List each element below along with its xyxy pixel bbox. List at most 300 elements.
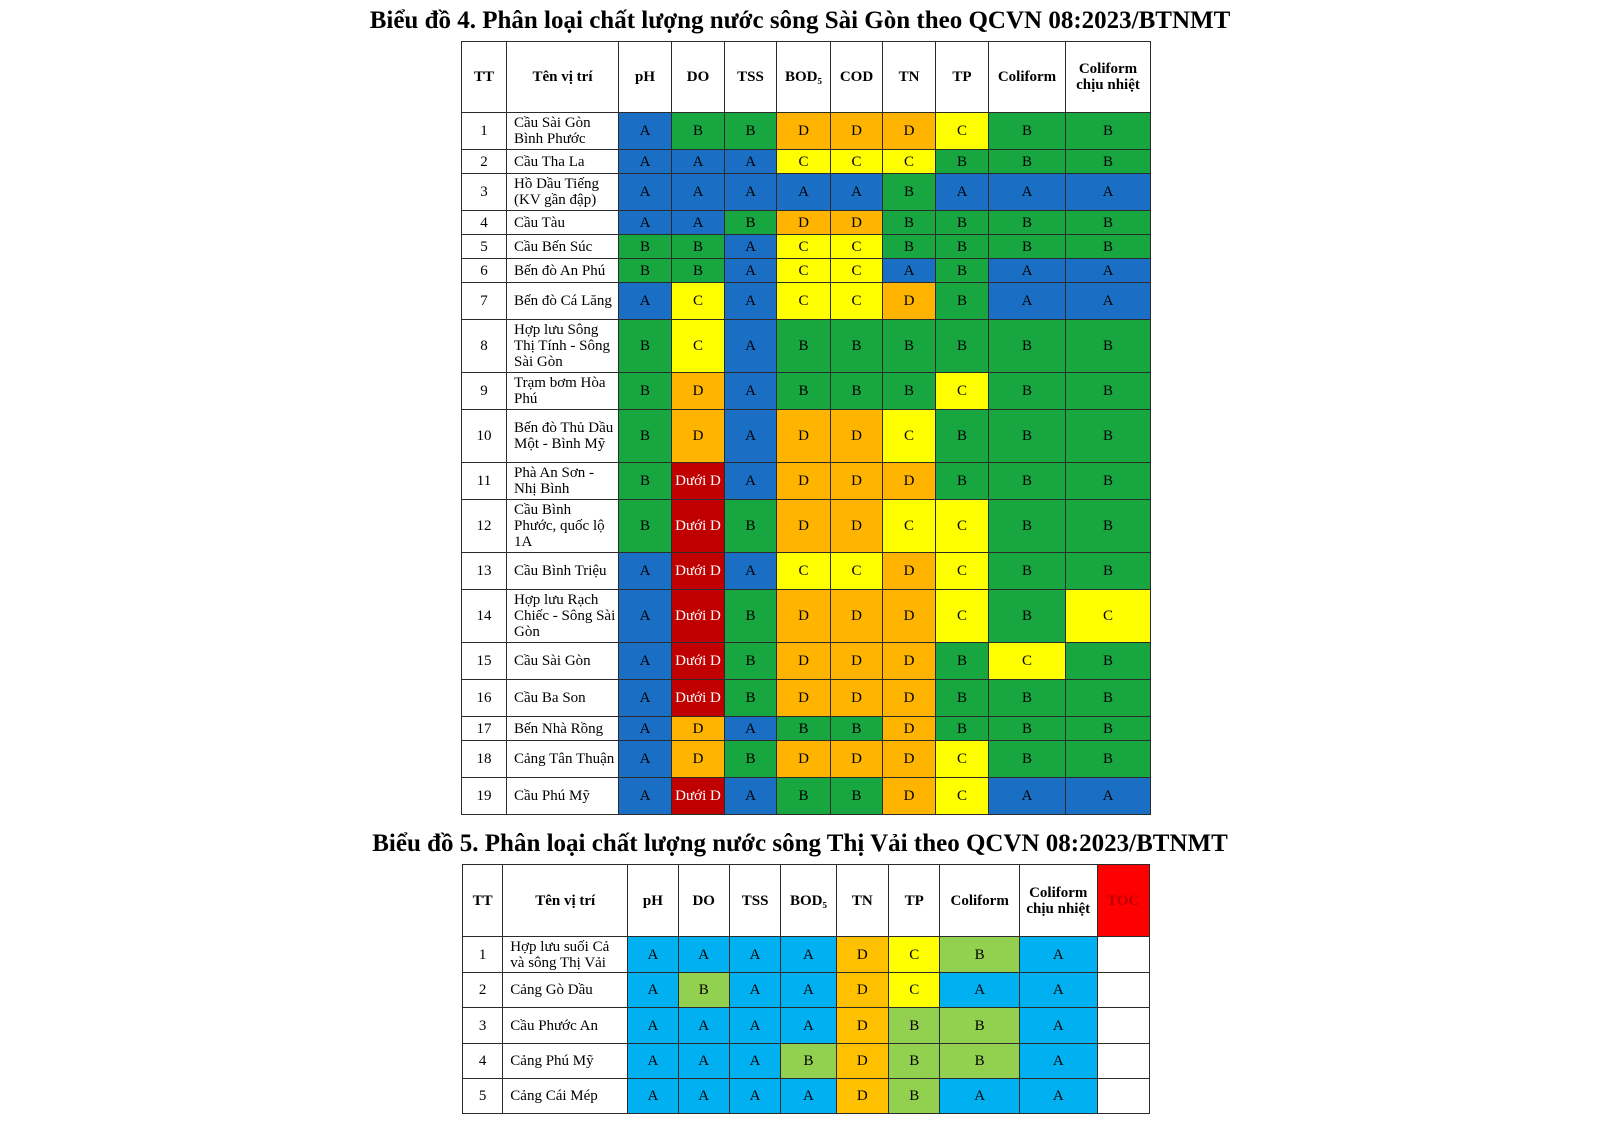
grade-cell: A — [628, 937, 678, 973]
grade-cell: B — [725, 643, 777, 680]
table-row — [462, 717, 1151, 741]
location-name: Cầu Phú Mỹ — [507, 778, 619, 815]
grade-cell: A — [940, 973, 1020, 1008]
grade-cell: C — [936, 373, 989, 410]
grade-cell — [1097, 973, 1149, 1008]
grade-cell: A — [619, 174, 672, 211]
header-bod: BOD₅ — [781, 865, 836, 937]
grade-cell: D — [777, 113, 831, 150]
grade-cell: A — [989, 259, 1066, 283]
location-name: Cầu Tha La — [507, 150, 619, 174]
grade-cell: A — [672, 174, 725, 211]
grade-cell: A — [1066, 259, 1151, 283]
grade-cell: B — [619, 373, 672, 410]
header-coliform-ch-u-nhi-t: Coliform chịu nhiệt — [1066, 42, 1151, 113]
grade-cell: B — [989, 113, 1066, 150]
grade-cell: D — [836, 1044, 888, 1079]
row-number: 1 — [462, 113, 507, 150]
header-coliform: Coliform — [989, 42, 1066, 113]
row-number: 1 — [463, 937, 503, 973]
location-name: Cầu Bến Súc — [507, 235, 619, 259]
location-name: Hợp lưu suối Cả và sông Thị Vải — [503, 937, 628, 973]
grade-cell: A — [725, 410, 777, 463]
grade-cell: C — [777, 553, 831, 590]
grade-cell: B — [725, 741, 777, 778]
location-name: Bến đò Thủ Dầu Một - Bình Mỹ — [507, 410, 619, 463]
location-name: Hợp lưu Sông Thị Tính - Sông Sài Gòn — [507, 320, 619, 373]
row-number: 5 — [463, 1079, 503, 1114]
grade-cell: C — [889, 937, 940, 973]
row-number: 5 — [462, 235, 507, 259]
grade-cell: C — [831, 283, 883, 320]
grade-cell: Dưới D — [672, 463, 725, 500]
row-number: 14 — [462, 590, 507, 643]
table1-title: Biểu đồ 4. Phân loại chất lượng nước sông Sài Gòn theo QCVN 08:2023/BTNMT — [369, 7, 1231, 34]
row-number: 2 — [463, 973, 503, 1008]
header-bod: BOD₅ — [777, 42, 831, 113]
grade-cell: B — [1066, 463, 1151, 500]
table-row — [462, 259, 1151, 283]
location-name: Bến đò Cá Lăng — [507, 283, 619, 320]
grade-cell — [1097, 1008, 1149, 1044]
grade-cell: A — [619, 741, 672, 778]
grade-cell: A — [1066, 283, 1151, 320]
header-coliform-ch-u-nhi-t: Coliform chịu nhiệt — [1019, 865, 1097, 937]
location-name: Cảng Tân Thuận — [507, 741, 619, 778]
table-row — [462, 778, 1151, 815]
grade-cell: A — [781, 1079, 836, 1114]
grade-cell: B — [1066, 553, 1151, 590]
header-do: DO — [672, 42, 725, 113]
grade-cell: B — [883, 320, 936, 373]
grade-cell: A — [1019, 973, 1097, 1008]
grade-cell: A — [619, 590, 672, 643]
row-number: 19 — [462, 778, 507, 815]
grade-cell: A — [619, 283, 672, 320]
grade-cell: D — [777, 211, 831, 235]
row-number: 18 — [462, 741, 507, 778]
grade-cell: C — [883, 150, 936, 174]
row-number: 13 — [462, 553, 507, 590]
grade-cell: D — [831, 211, 883, 235]
grade-cell: B — [831, 373, 883, 410]
row-number: 2 — [462, 150, 507, 174]
grade-cell: B — [1066, 410, 1151, 463]
location-name: Bến Nhà Rồng — [507, 717, 619, 741]
row-number: 15 — [462, 643, 507, 680]
saigon-river-quality-table — [461, 41, 1151, 815]
grade-cell: A — [781, 1008, 836, 1044]
row-number: 9 — [462, 373, 507, 410]
grade-cell: B — [1066, 643, 1151, 680]
grade-cell: B — [725, 113, 777, 150]
table-row — [463, 1008, 1150, 1044]
header-t-n-v-tr: Tên vị trí — [503, 865, 628, 937]
grade-cell: B — [936, 680, 989, 717]
grade-cell: B — [831, 320, 883, 373]
grade-cell: D — [883, 113, 936, 150]
grade-cell: B — [989, 373, 1066, 410]
grade-cell: B — [1066, 113, 1151, 150]
header-tt: TT — [463, 865, 503, 937]
grade-cell: B — [1066, 373, 1151, 410]
grade-cell: B — [883, 235, 936, 259]
grade-cell: B — [936, 259, 989, 283]
grade-cell: A — [1019, 937, 1097, 973]
header-toc: TOC — [1097, 865, 1149, 937]
grade-cell: A — [628, 1008, 678, 1044]
grade-cell: A — [1066, 778, 1151, 815]
grade-cell: C — [889, 973, 940, 1008]
grade-cell: B — [936, 463, 989, 500]
grade-cell: B — [936, 717, 989, 741]
grade-cell: B — [619, 320, 672, 373]
grade-cell: B — [883, 174, 936, 211]
grade-cell: B — [989, 717, 1066, 741]
header-ph: pH — [628, 865, 678, 937]
location-name: Cầu Ba Son — [507, 680, 619, 717]
row-number: 3 — [463, 1008, 503, 1044]
table-row — [462, 174, 1151, 211]
table-row — [462, 150, 1151, 174]
grade-cell: B — [1066, 680, 1151, 717]
grade-cell: B — [777, 373, 831, 410]
header-ph: pH — [619, 42, 672, 113]
grade-cell: D — [831, 463, 883, 500]
grade-cell: B — [1066, 150, 1151, 174]
table-row — [463, 1079, 1150, 1114]
row-number: 11 — [462, 463, 507, 500]
table-row — [462, 283, 1151, 320]
table-row — [462, 741, 1151, 778]
grade-cell: C — [936, 778, 989, 815]
table2-header-row — [463, 865, 1150, 937]
grade-cell: C — [831, 150, 883, 174]
table-row — [462, 553, 1151, 590]
grade-cell: A — [725, 320, 777, 373]
grade-cell: D — [883, 590, 936, 643]
grade-cell: A — [729, 1079, 780, 1114]
grade-cell: B — [989, 741, 1066, 778]
grade-cell: B — [936, 283, 989, 320]
header-tp: TP — [889, 865, 940, 937]
grade-cell: D — [672, 410, 725, 463]
grade-cell: B — [989, 500, 1066, 553]
location-name: Cầu Tàu — [507, 211, 619, 235]
location-name: Cầu Sài Gòn Bình Phước — [507, 113, 619, 150]
grade-cell: A — [725, 373, 777, 410]
grade-cell: D — [836, 937, 888, 973]
grade-cell: D — [836, 1008, 888, 1044]
grade-cell: B — [725, 211, 777, 235]
grade-cell: A — [619, 553, 672, 590]
grade-cell: B — [936, 410, 989, 463]
grade-cell: C — [777, 150, 831, 174]
grade-cell: A — [777, 174, 831, 211]
table-row — [462, 211, 1151, 235]
grade-cell: D — [672, 741, 725, 778]
header-tp: TP — [936, 42, 989, 113]
grade-cell: B — [619, 410, 672, 463]
grade-cell: D — [672, 717, 725, 741]
header-tt: TT — [462, 42, 507, 113]
location-name: Cầu Sài Gòn — [507, 643, 619, 680]
grade-cell: C — [831, 259, 883, 283]
location-name: Phà An Sơn - Nhị Bình — [507, 463, 619, 500]
grade-cell: B — [619, 259, 672, 283]
grade-cell: A — [628, 1079, 678, 1114]
row-number: 12 — [462, 500, 507, 553]
header-tss: TSS — [729, 865, 780, 937]
grade-cell: D — [883, 463, 936, 500]
grade-cell: C — [777, 259, 831, 283]
grade-cell: D — [831, 643, 883, 680]
grade-cell: B — [725, 500, 777, 553]
grade-cell: D — [831, 113, 883, 150]
row-number: 10 — [462, 410, 507, 463]
grade-cell: C — [936, 590, 989, 643]
grade-cell: B — [1066, 320, 1151, 373]
grade-cell: C — [883, 410, 936, 463]
grade-cell: B — [936, 320, 989, 373]
grade-cell: D — [831, 741, 883, 778]
header-tn: TN — [836, 865, 888, 937]
grade-cell: C — [989, 643, 1066, 680]
grade-cell: D — [883, 553, 936, 590]
grade-cell: A — [781, 973, 836, 1008]
grade-cell: D — [883, 283, 936, 320]
grade-cell: B — [672, 235, 725, 259]
grade-cell: B — [940, 1044, 1020, 1079]
grade-cell: A — [619, 113, 672, 150]
grade-cell: C — [936, 741, 989, 778]
location-name: Cầu Bình Triệu — [507, 553, 619, 590]
row-number: 17 — [462, 717, 507, 741]
grade-cell: Dưới D — [672, 500, 725, 553]
grade-cell: A — [678, 1079, 729, 1114]
grade-cell: A — [725, 283, 777, 320]
grade-cell: D — [836, 1079, 888, 1114]
grade-cell: B — [989, 150, 1066, 174]
grade-cell: B — [889, 1044, 940, 1079]
grade-cell: D — [831, 680, 883, 717]
grade-cell: Dưới D — [672, 778, 725, 815]
grade-cell: B — [725, 680, 777, 717]
grade-cell: D — [836, 973, 888, 1008]
grade-cell: D — [777, 590, 831, 643]
grade-cell: C — [936, 553, 989, 590]
grade-cell: B — [619, 235, 672, 259]
grade-cell: A — [725, 150, 777, 174]
grade-cell: A — [1066, 174, 1151, 211]
header-do: DO — [678, 865, 729, 937]
grade-cell: B — [989, 235, 1066, 259]
table-row — [462, 500, 1151, 553]
grade-cell: A — [729, 1044, 780, 1079]
row-number: 4 — [463, 1044, 503, 1079]
header-t-n-v-tr: Tên vị trí — [507, 42, 619, 113]
grade-cell: C — [883, 500, 936, 553]
table-row — [462, 113, 1151, 150]
grade-cell: B — [940, 1008, 1020, 1044]
grade-cell: A — [725, 174, 777, 211]
grade-cell: A — [989, 778, 1066, 815]
grade-cell: A — [678, 1044, 729, 1079]
table-row — [462, 680, 1151, 717]
table-row — [462, 235, 1151, 259]
grade-cell: D — [831, 590, 883, 643]
grade-cell: B — [989, 463, 1066, 500]
grade-cell: C — [1066, 590, 1151, 643]
grade-cell: C — [777, 235, 831, 259]
header-coliform: Coliform — [940, 865, 1020, 937]
grade-cell: D — [883, 741, 936, 778]
grade-cell: A — [831, 174, 883, 211]
grade-cell: D — [831, 410, 883, 463]
grade-cell: C — [936, 113, 989, 150]
table-row — [462, 410, 1151, 463]
grade-cell: B — [1066, 500, 1151, 553]
row-number: 16 — [462, 680, 507, 717]
grade-cell: D — [777, 463, 831, 500]
location-name: Cảng Cái Mép — [503, 1079, 628, 1114]
grade-cell: B — [1066, 717, 1151, 741]
grade-cell: A — [619, 778, 672, 815]
location-name: Cầu Phước An — [503, 1008, 628, 1044]
grade-cell: A — [781, 937, 836, 973]
grade-cell: A — [628, 1044, 678, 1079]
grade-cell: C — [831, 235, 883, 259]
grade-cell: C — [936, 500, 989, 553]
row-number: 4 — [462, 211, 507, 235]
grade-cell: B — [672, 113, 725, 150]
grade-cell: Dưới D — [672, 643, 725, 680]
grade-cell — [1097, 1044, 1149, 1079]
location-name: Bến đò An Phú — [507, 259, 619, 283]
grade-cell: A — [936, 174, 989, 211]
grade-cell: D — [883, 643, 936, 680]
header-tn: TN — [883, 42, 936, 113]
grade-cell: C — [777, 283, 831, 320]
grade-cell: B — [619, 500, 672, 553]
grade-cell: A — [619, 717, 672, 741]
grade-cell: B — [989, 211, 1066, 235]
grade-cell: D — [883, 778, 936, 815]
grade-cell: B — [889, 1008, 940, 1044]
grade-cell: B — [777, 717, 831, 741]
grade-cell: A — [989, 174, 1066, 211]
grade-cell: B — [725, 590, 777, 643]
table-row — [462, 590, 1151, 643]
grade-cell: B — [936, 643, 989, 680]
grade-cell: Dưới D — [672, 553, 725, 590]
grade-cell: D — [831, 500, 883, 553]
grade-cell: B — [781, 1044, 836, 1079]
grade-cell: A — [940, 1079, 1020, 1114]
table1-header-row — [462, 42, 1151, 113]
location-name: Cảng Phú Mỹ — [503, 1044, 628, 1079]
grade-cell: C — [672, 283, 725, 320]
row-number: 3 — [462, 174, 507, 211]
grade-cell: A — [725, 259, 777, 283]
grade-cell: B — [1066, 211, 1151, 235]
grade-cell: B — [989, 590, 1066, 643]
grade-cell: A — [729, 973, 780, 1008]
grade-cell — [1097, 1079, 1149, 1114]
grade-cell: A — [678, 1008, 729, 1044]
grade-cell: D — [777, 410, 831, 463]
grade-cell: D — [777, 741, 831, 778]
grade-cell: A — [883, 259, 936, 283]
grade-cell: B — [936, 150, 989, 174]
grade-cell: A — [725, 778, 777, 815]
grade-cell: A — [725, 717, 777, 741]
header-cod: COD — [831, 42, 883, 113]
grade-cell: B — [831, 778, 883, 815]
location-name: Cầu Bình Phước, quốc lộ 1A — [507, 500, 619, 553]
grade-cell: B — [678, 973, 729, 1008]
thivai-river-quality-table — [462, 864, 1150, 1114]
grade-cell: A — [1019, 1044, 1097, 1079]
grade-cell: B — [989, 320, 1066, 373]
grade-cell — [1097, 937, 1149, 973]
grade-cell: A — [678, 937, 729, 973]
table-row — [462, 320, 1151, 373]
grade-cell: B — [1066, 741, 1151, 778]
grade-cell: A — [725, 463, 777, 500]
table-row — [462, 463, 1151, 500]
grade-cell: A — [729, 1008, 780, 1044]
grade-cell: A — [628, 973, 678, 1008]
grade-cell: C — [831, 553, 883, 590]
grade-cell: A — [1019, 1079, 1097, 1114]
grade-cell: B — [831, 717, 883, 741]
grade-cell: Dưới D — [672, 680, 725, 717]
grade-cell: Dưới D — [672, 590, 725, 643]
table-row — [463, 937, 1150, 973]
grade-cell: A — [619, 643, 672, 680]
grade-cell: D — [777, 680, 831, 717]
grade-cell: A — [619, 211, 672, 235]
grade-cell: B — [883, 211, 936, 235]
grade-cell: A — [619, 680, 672, 717]
grade-cell: A — [725, 235, 777, 259]
grade-cell: A — [725, 553, 777, 590]
grade-cell: B — [619, 463, 672, 500]
grade-cell: B — [777, 778, 831, 815]
header-tss: TSS — [725, 42, 777, 113]
grade-cell: B — [883, 373, 936, 410]
table-row — [463, 973, 1150, 1008]
grade-cell: B — [889, 1079, 940, 1114]
grade-cell: D — [777, 500, 831, 553]
grade-cell: B — [672, 259, 725, 283]
grade-cell: A — [729, 937, 780, 973]
grade-cell: B — [1066, 235, 1151, 259]
table-row — [462, 643, 1151, 680]
location-name: Cảng Gò Dầu — [503, 973, 628, 1008]
grade-cell: B — [989, 553, 1066, 590]
location-name: Trạm bơm Hòa Phú — [507, 373, 619, 410]
grade-cell: A — [672, 211, 725, 235]
table2-title: Biểu đồ 5. Phân loại chất lượng nước sông Thị Vải theo QCVN 08:2023/BTNMT — [372, 830, 1228, 857]
grade-cell: A — [672, 150, 725, 174]
grade-cell: C — [672, 320, 725, 373]
grade-cell: A — [989, 283, 1066, 320]
table-row — [463, 1044, 1150, 1079]
grade-cell: B — [936, 235, 989, 259]
grade-cell: B — [777, 320, 831, 373]
